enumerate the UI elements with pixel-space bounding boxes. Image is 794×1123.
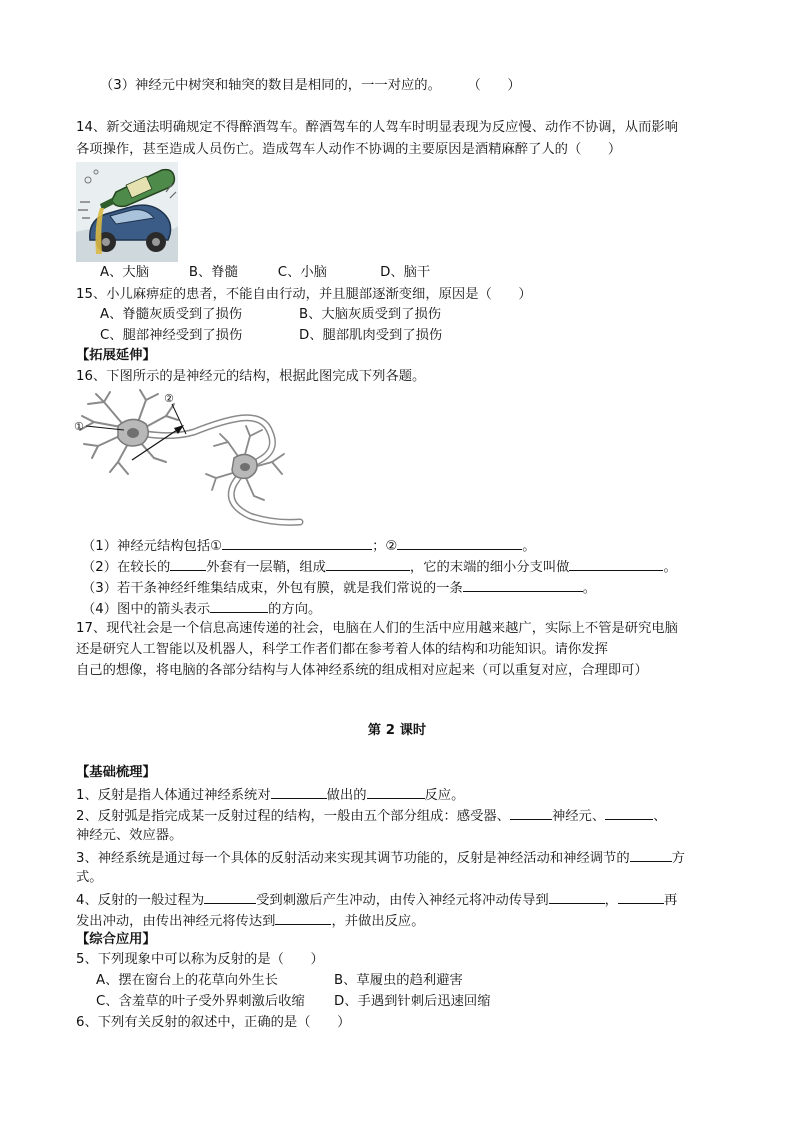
q6-stem: 6、下列有关反射的叙述中，正确的是（ ） [76, 1015, 351, 1030]
q5-option-a: A、摆在窗台上的花草向外生长 [96, 973, 278, 988]
diagram-label-1: ① [74, 420, 84, 433]
q16-sub4: （4）图中的箭头表示 的方向。 [82, 599, 321, 619]
q17-line3: 自己的想像，将电脑的各部分结构与人体神经系统的组成相对应起来（可以重复对应，合理即可） [76, 663, 648, 678]
section-basic: 【基础梳理】 [76, 765, 156, 780]
q15-stem: 15、小儿麻痹症的患者，不能自由行动，并且腿部逐渐变细，原因是（ ） [76, 287, 532, 302]
basic-1: 1、反射是指人体通过神经系统对 做出的 反应。 [76, 785, 464, 805]
q15-option-a: A、脊髓灰质受到了损伤 [100, 307, 243, 322]
q5-option-d: D、手遇到针刺后迅速回缩 [334, 994, 491, 1009]
q14-line2: 各项操作，甚至造成人员伤亡。造成驾车人动作不协调的主要原因是酒精麻醉了人的（ ） [76, 142, 622, 157]
q15-option-d: D、腿部肌肉受到了损伤 [299, 328, 443, 343]
q16-sub2: （2）在较长的 外套有一层鞘，组成 ，它的末端的细小分支叫做 。 [82, 557, 677, 577]
q5-option-b: B、草履虫的趋利避害 [334, 973, 463, 988]
q16-sub3: （3）若干条神经纤维集结成束，外包有膜，就是我们常说的一条 。 [82, 578, 596, 598]
section-apply: 【综合应用】 [76, 932, 156, 947]
neuron-structure-diagram [74, 388, 306, 528]
q5-option-c: C、含羞草的叶子受外界刺激后收缩 [96, 994, 305, 1009]
q16-stem: 16、下图所示的是神经元的结构，根据此图完成下列各题。 [76, 369, 426, 384]
q14-options: A、大脑 B、脊髓 C、小脑 D、脑干 [100, 265, 431, 280]
q17-line1: 17、现代社会是一个信息高速传递的社会，电脑在人们的生活中应用越来越广，实际上不管是研究电脑 [76, 621, 678, 636]
basic-4-line1: 4、反射的一般过程为 受到刺激后产生冲动，由传入神经元将冲动传导到 ， 再 [76, 890, 677, 910]
q5-stem: 5、下列现象中可以称为反射的是（ ） [76, 952, 324, 967]
lesson2-title: 第 2 课时 [367, 723, 427, 738]
q14-line1: 14、新交通法明确规定不得醉酒驾车。醉酒驾车的人驾车时明显表现为反应慢、动作不协调，从而影响 [76, 120, 678, 135]
drunk-driving-illustration [76, 162, 178, 262]
basic-3-line2: 式。 [76, 870, 103, 885]
basic-3-line1: 3、神经系统是通过每一个具体的反射活动来实现其调节功能的，反射是神经活动和神经调节的 方 [76, 848, 685, 868]
section-extend: 【拓展延伸】 [76, 348, 156, 363]
q15-option-c: C、腿部神经受到了损伤 [100, 328, 243, 343]
q17-line2: 还是研究人工智能以及机器人，科学工作者们都在参考着人体的结构和功能知识。请你发挥 [76, 642, 608, 657]
q16-sub1: （1）神经元结构包括① ；② 。 [82, 536, 536, 556]
q15-option-b: B、大脑灰质受到了损伤 [299, 307, 442, 322]
basic-2-line1: 2、反射弧是指完成某一反射过程的结构，一般由五个部分组成：感受器、 神经元、 、 [76, 806, 666, 826]
q13-3: （3）神经元中树突和轴突的数目是相同的，一一对应的。 （ ） [100, 78, 521, 93]
basic-2-line2: 神经元、效应器。 [76, 828, 183, 843]
diagram-label-2: ② [164, 392, 174, 405]
basic-4-line2: 发出冲动，由传出神经元将传达到 ，并做出反应。 [76, 911, 425, 931]
